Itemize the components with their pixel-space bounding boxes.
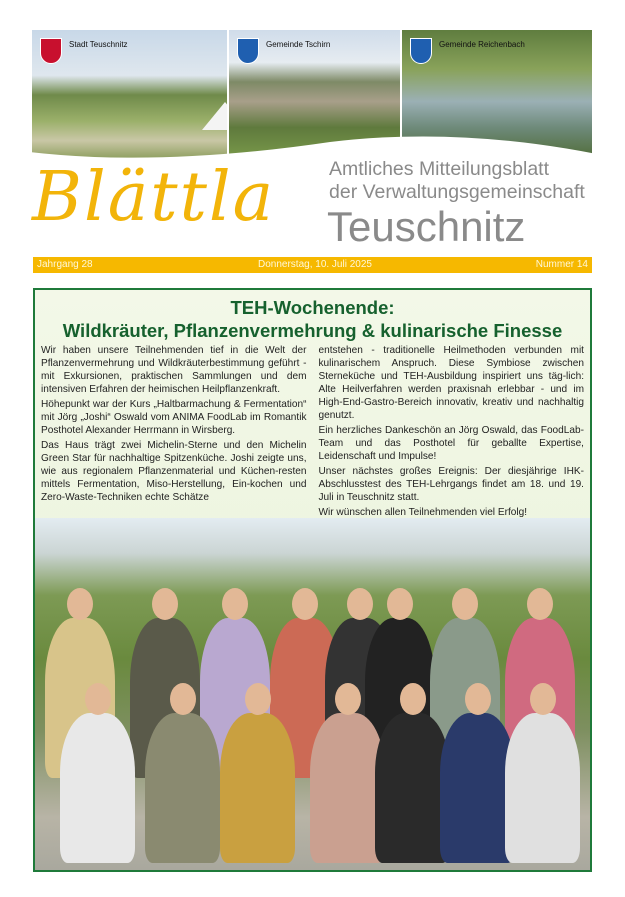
- photo-label: Stadt Teuschnitz: [69, 40, 128, 49]
- photo-label: Gemeinde Reichenbach: [439, 40, 525, 49]
- person-figure: [60, 713, 135, 863]
- person-head: [387, 588, 413, 620]
- person-figure: [145, 713, 220, 863]
- person-figure: [505, 713, 580, 863]
- paragraph: Unser nächstes großes Ereignis: Der diesjährige IHK-Abschlusstest des TEH-Lehrgangs findet am 18. und 19. Juli in Teuschnitz statt.: [318, 465, 584, 504]
- person-head: [347, 588, 373, 620]
- subtitle-line1: Amtliches Mitteilungsblatt: [329, 158, 550, 180]
- paragraph: Ein herzliches Dankeschön an Jörg Oswald, das FoodLab-Team und das Posthotel für geballte Expertise, Leidenschaft und Impulse!: [318, 425, 584, 463]
- paragraph: Das Haus trägt zwei Michelin-Sterne und den Michelin Green Star für nachhaltige Spitzenküche. Joshi zeigte uns, wie aus regionalem Pflanzenmaterial und Küchen-resten mittels Fermentation, Miso-Herstellung, Ein-kochen und Zero-Waste-Techniken echte Schätze: [41, 439, 307, 504]
- person-head: [152, 588, 178, 620]
- person-head: [222, 588, 248, 620]
- person-head: [85, 683, 111, 715]
- crest-icon: [237, 38, 259, 64]
- person-head: [245, 683, 271, 715]
- person-head: [530, 683, 556, 715]
- title-line2: Wildkräuter, Pflanzenvermehrung & kulinarische Finesse: [62, 320, 563, 341]
- paragraph: Wir haben unsere Teilnehmenden tief in die Welt der Pflanzenvermehrung und Wildkräuterbestimmung geführt - mit Exkursionen, praktischen Sammlungen und dem intensiven Erfahren der heimischen Heilpflanzenkraft.: [41, 345, 307, 396]
- group-photo: [35, 518, 590, 870]
- paragraph: entstehen - traditionelle Heilmethoden verbunden mit kulinarischem Anspruch. Diese Symbiose zwischen Sterneküche und TEH-Ausbildung inspiriert uns täg-lich: Alte Heilverfahren werden praxisnah erlebbar - und im High-End-Gastro-Bereich innovativ, kreativ und nachhaltig genutzt.: [318, 345, 584, 422]
- photo-label: Gemeinde Tschirn: [266, 40, 331, 49]
- date: Donnerstag, 10. Juli 2025: [258, 259, 372, 270]
- crest-icon: [410, 38, 432, 64]
- article-title: [35, 296, 590, 342]
- person-head: [465, 683, 491, 715]
- logo-blaettla: Blättla: [32, 158, 276, 237]
- person-head: [452, 588, 478, 620]
- column-2: [319, 344, 585, 520]
- issue-bar: [33, 257, 592, 273]
- person-figure: [375, 713, 450, 863]
- subtitle-line2: der Verwaltungsgemeinschaft: [329, 181, 585, 203]
- title-line1: TEH-Wochenende:: [230, 297, 395, 318]
- person-head: [335, 683, 361, 715]
- crest-icon: [40, 38, 62, 64]
- column-1: [41, 344, 307, 520]
- volume: Jahrgang 28: [37, 259, 93, 270]
- paragraph: Höhepunkt war der Kurs „Haltbarmachung & Fermentation“ mit Jörg „Joshi“ Oswald vom ANIMA FoodLab im Romantik Posthotel Alexander Herrmann in Wirsberg.: [41, 398, 307, 437]
- paragraph: Wir wünschen allen Teilnehmenden viel Erfolg!: [318, 506, 528, 518]
- person-figure: [220, 713, 295, 863]
- person-figure: [310, 713, 385, 863]
- place-title: Teuschnitz: [327, 203, 526, 250]
- issue-number: Nummer 14: [535, 259, 588, 270]
- person-figure: [440, 713, 515, 863]
- person-head: [170, 683, 196, 715]
- person-head: [400, 683, 426, 715]
- person-head: [292, 588, 318, 620]
- person-head: [67, 588, 93, 620]
- person-head: [527, 588, 553, 620]
- article: [33, 288, 592, 872]
